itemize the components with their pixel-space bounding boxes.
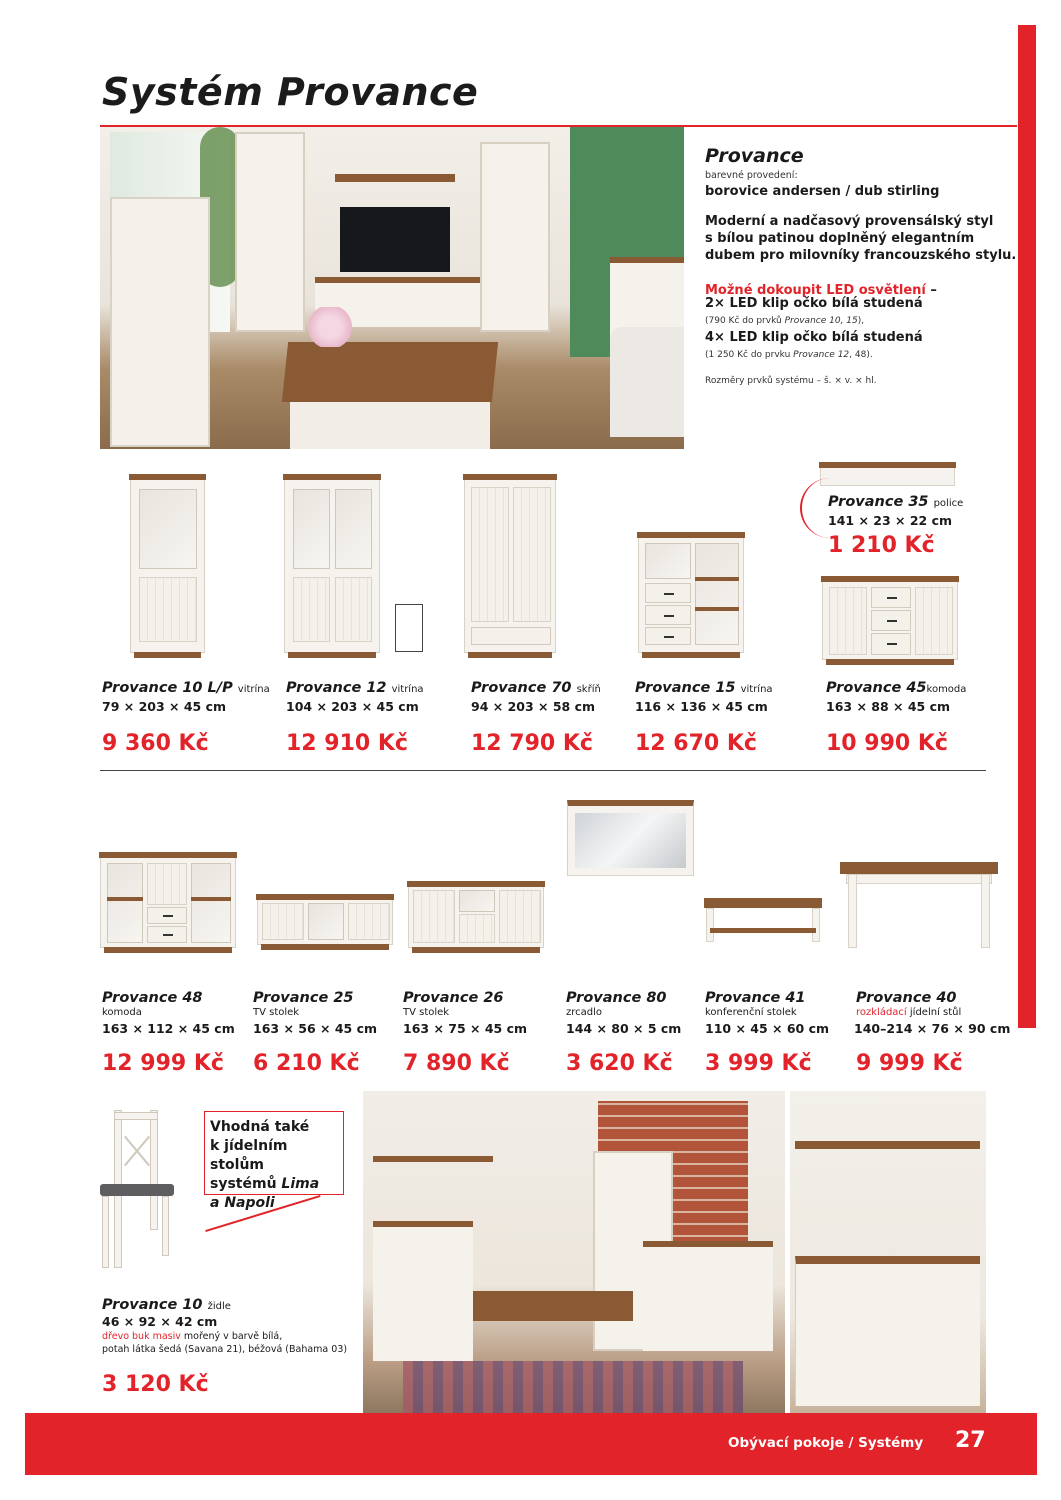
type-text: vitrína xyxy=(391,684,424,695)
led-option-2: 4× LED klip očko bílá studená xyxy=(705,330,923,345)
shelf-price: 1 210 Kč xyxy=(828,533,935,558)
dining-room-photo xyxy=(363,1091,785,1413)
photo-sideboard-right xyxy=(643,1241,773,1351)
product-price-provance-12: 12 910 Kč xyxy=(286,731,408,756)
shelf-type: police xyxy=(933,498,964,509)
note-line-3-em: Lima xyxy=(281,1176,320,1192)
photo-dining-table xyxy=(473,1291,633,1321)
product-dims-provance-10: 79 × 203 × 45 cm xyxy=(102,699,227,714)
note-line-4-em: a Napoli xyxy=(210,1195,275,1211)
led2-note-b: , 48). xyxy=(849,350,873,360)
chair-dims: 46 × 92 × 42 cm xyxy=(102,1314,218,1329)
product-dims-provance-45: 163 × 88 × 45 cm xyxy=(826,699,951,714)
led1-note-em: Provance 10, 15 xyxy=(784,316,858,326)
photo-wall-shelf xyxy=(373,1156,493,1162)
shelf-name-text: Provance 35 xyxy=(828,494,929,510)
color-label: barevné provedení: xyxy=(705,170,798,181)
led-heading-dash: – xyxy=(925,283,937,298)
product-type-provance-25: TV stolek xyxy=(253,1007,300,1018)
product-name-provance-70 xyxy=(471,680,601,696)
photo-coffee-table-top xyxy=(282,342,498,402)
chair-fabric: potah látka šedá (Savana 21), béžová (Bahama 03) xyxy=(102,1344,348,1355)
footer-section: Obývací pokoje / Systémy xyxy=(728,1435,924,1451)
provance-35-shelf-drawing xyxy=(820,466,955,486)
product-type-provance-41: konferenční stolek xyxy=(705,1007,797,1018)
led-clip-drawing xyxy=(395,604,423,652)
type-text: vitrína xyxy=(237,684,270,695)
note-line-1: Vhodná také xyxy=(210,1119,310,1135)
provance-80-mirror-drawing xyxy=(567,800,694,876)
product-name-provance-41: Provance 41 xyxy=(705,990,806,1006)
product-price-provance-25: 6 210 Kč xyxy=(253,1051,360,1076)
name-text: Provance 45 xyxy=(826,680,927,696)
type-text: komoda xyxy=(926,684,967,695)
chair-name-text: Provance 10 xyxy=(102,1297,203,1313)
provance-10-chair-drawing xyxy=(100,1110,180,1268)
product-name-provance-48: Provance 48 xyxy=(102,990,203,1006)
name-text: Provance 15 xyxy=(635,680,736,696)
photo-tv xyxy=(340,207,450,272)
page-number: 27 xyxy=(955,1428,986,1453)
led1-note-b: ), xyxy=(857,316,865,326)
photo-flowers xyxy=(300,307,360,347)
chair-material xyxy=(102,1331,282,1342)
product-dims-provance-26: 163 × 75 × 45 cm xyxy=(403,1021,528,1036)
color-value: borovice andersen / dub stirling xyxy=(705,184,940,199)
intro-title: Provance xyxy=(705,145,804,167)
product-dims-provance-41: 110 × 45 × 60 cm xyxy=(705,1021,830,1036)
type-text: skříň xyxy=(576,684,601,695)
product-type-provance-80: zrcadlo xyxy=(566,1007,603,1018)
provance-41-drawing xyxy=(704,898,822,942)
product-name-provance-40: Provance 40 xyxy=(856,990,957,1006)
product-type-provance-40 xyxy=(856,1007,961,1018)
photo-cabinet xyxy=(110,197,210,447)
product-dims-provance-48: 163 × 112 × 45 cm xyxy=(102,1021,235,1036)
chair-name xyxy=(102,1297,231,1313)
shelf-dims: 141 × 23 × 22 cm xyxy=(828,513,953,528)
product-name-provance-25: Provance 25 xyxy=(253,990,354,1006)
shelf-arrow xyxy=(800,478,830,538)
led1-note-a: (790 Kč do prvků xyxy=(705,316,785,326)
chair-material-rest: mořený v barvě bílá, xyxy=(180,1331,283,1342)
product-type-provance-48: komoda xyxy=(102,1007,142,1018)
note-line-2: k jídelním stolům xyxy=(210,1138,288,1173)
led-option-1-note xyxy=(705,316,864,326)
led-heading-text: Možné dokoupit LED osvětlení xyxy=(705,283,926,298)
product-name-provance-12 xyxy=(286,680,424,696)
note-line-3 xyxy=(210,1175,338,1194)
led-option-1: 2× LED klip očko bílá studená xyxy=(705,296,923,311)
description-line-2: s bílou patinou doplněný elegantním xyxy=(705,231,975,246)
product-name-provance-45 xyxy=(826,680,966,696)
provance-10-drawing xyxy=(130,478,205,653)
name-text: Provance 12 xyxy=(286,680,387,696)
product-price-provance-70: 12 790 Kč xyxy=(471,731,593,756)
photo-rug xyxy=(403,1361,743,1413)
description-line-3: dubem pro milovníky francouzského stylu. xyxy=(705,248,1017,263)
type-rest: jídelní stůl xyxy=(906,1007,962,1018)
product-price-provance-45: 10 990 Kč xyxy=(826,731,948,756)
photo-vitrine-right xyxy=(480,142,550,332)
product-name-provance-15 xyxy=(635,680,773,696)
product-price-provance-26: 7 890 Kč xyxy=(403,1051,510,1076)
provance-40-drawing xyxy=(840,862,998,948)
led-option-2-note xyxy=(705,350,873,360)
description-line-1: Moderní a nadčasový provensálský styl xyxy=(705,214,994,229)
product-price-provance-15: 12 670 Kč xyxy=(635,731,757,756)
product-dims-provance-25: 163 × 56 × 45 cm xyxy=(253,1021,378,1036)
type-red: rozkládací xyxy=(856,1007,907,1018)
provance-12-drawing xyxy=(284,478,380,653)
product-dims-provance-80: 144 × 80 × 5 cm xyxy=(566,1021,682,1036)
dimensions-note: Rozměry prvků systému – š. × v. × hl. xyxy=(705,376,877,386)
provance-15-drawing xyxy=(638,536,744,653)
photo-sideboard xyxy=(795,1256,980,1406)
compatibility-note xyxy=(204,1111,344,1211)
note-line-3-text: systémů xyxy=(210,1176,282,1192)
photo-sofa xyxy=(610,327,684,437)
photo-coffee-table-base xyxy=(290,397,490,449)
chair-type: židle xyxy=(207,1301,231,1312)
product-dims-provance-40: 140–214 × 76 × 90 cm xyxy=(854,1021,1011,1036)
photo-wall-shelf xyxy=(795,1141,980,1149)
product-dims-provance-70: 94 × 203 × 58 cm xyxy=(471,699,596,714)
type-text: vitrína xyxy=(740,684,773,695)
chair-price: 3 120 Kč xyxy=(102,1372,209,1397)
name-text: Provance 10 L/P xyxy=(102,680,233,696)
product-name-provance-10 xyxy=(102,680,270,696)
provance-25-drawing xyxy=(257,898,393,945)
product-name-provance-80: Provance 80 xyxy=(566,990,667,1006)
photo-sideboard-left xyxy=(373,1221,473,1361)
product-price-provance-48: 12 999 Kč xyxy=(102,1051,224,1076)
led2-note-a: (1 250 Kč do prvku xyxy=(705,350,794,360)
side-accent-bar xyxy=(1018,25,1036,1028)
product-dims-provance-12: 104 × 203 × 45 cm xyxy=(286,699,419,714)
photo-vitrine-left xyxy=(235,132,305,332)
provance-48-drawing xyxy=(100,856,236,948)
provance-70-drawing xyxy=(464,478,556,653)
product-dims-provance-15: 116 × 136 × 45 cm xyxy=(635,699,768,714)
product-price-provance-10: 9 360 Kč xyxy=(102,731,209,756)
photo-shelf xyxy=(335,174,455,182)
chair-material-red: dřevo buk masiv xyxy=(102,1331,181,1342)
provance-45-drawing xyxy=(822,580,958,660)
page-title: Systém Provance xyxy=(102,70,479,114)
product-name-provance-26: Provance 26 xyxy=(403,990,504,1006)
product-price-provance-80: 3 620 Kč xyxy=(566,1051,673,1076)
name-text: Provance 70 xyxy=(471,680,572,696)
product-price-provance-41: 3 999 Kč xyxy=(705,1051,812,1076)
product-price-provance-40: 9 999 Kč xyxy=(856,1051,963,1076)
sideboard-detail-photo xyxy=(790,1091,986,1413)
provance-26-drawing xyxy=(408,885,544,948)
section-divider xyxy=(100,770,986,771)
shelf-product-name xyxy=(828,494,963,510)
product-type-provance-26: TV stolek xyxy=(403,1007,450,1018)
led2-note-em: Provance 12 xyxy=(793,350,850,360)
hero-living-room-photo xyxy=(100,127,684,449)
